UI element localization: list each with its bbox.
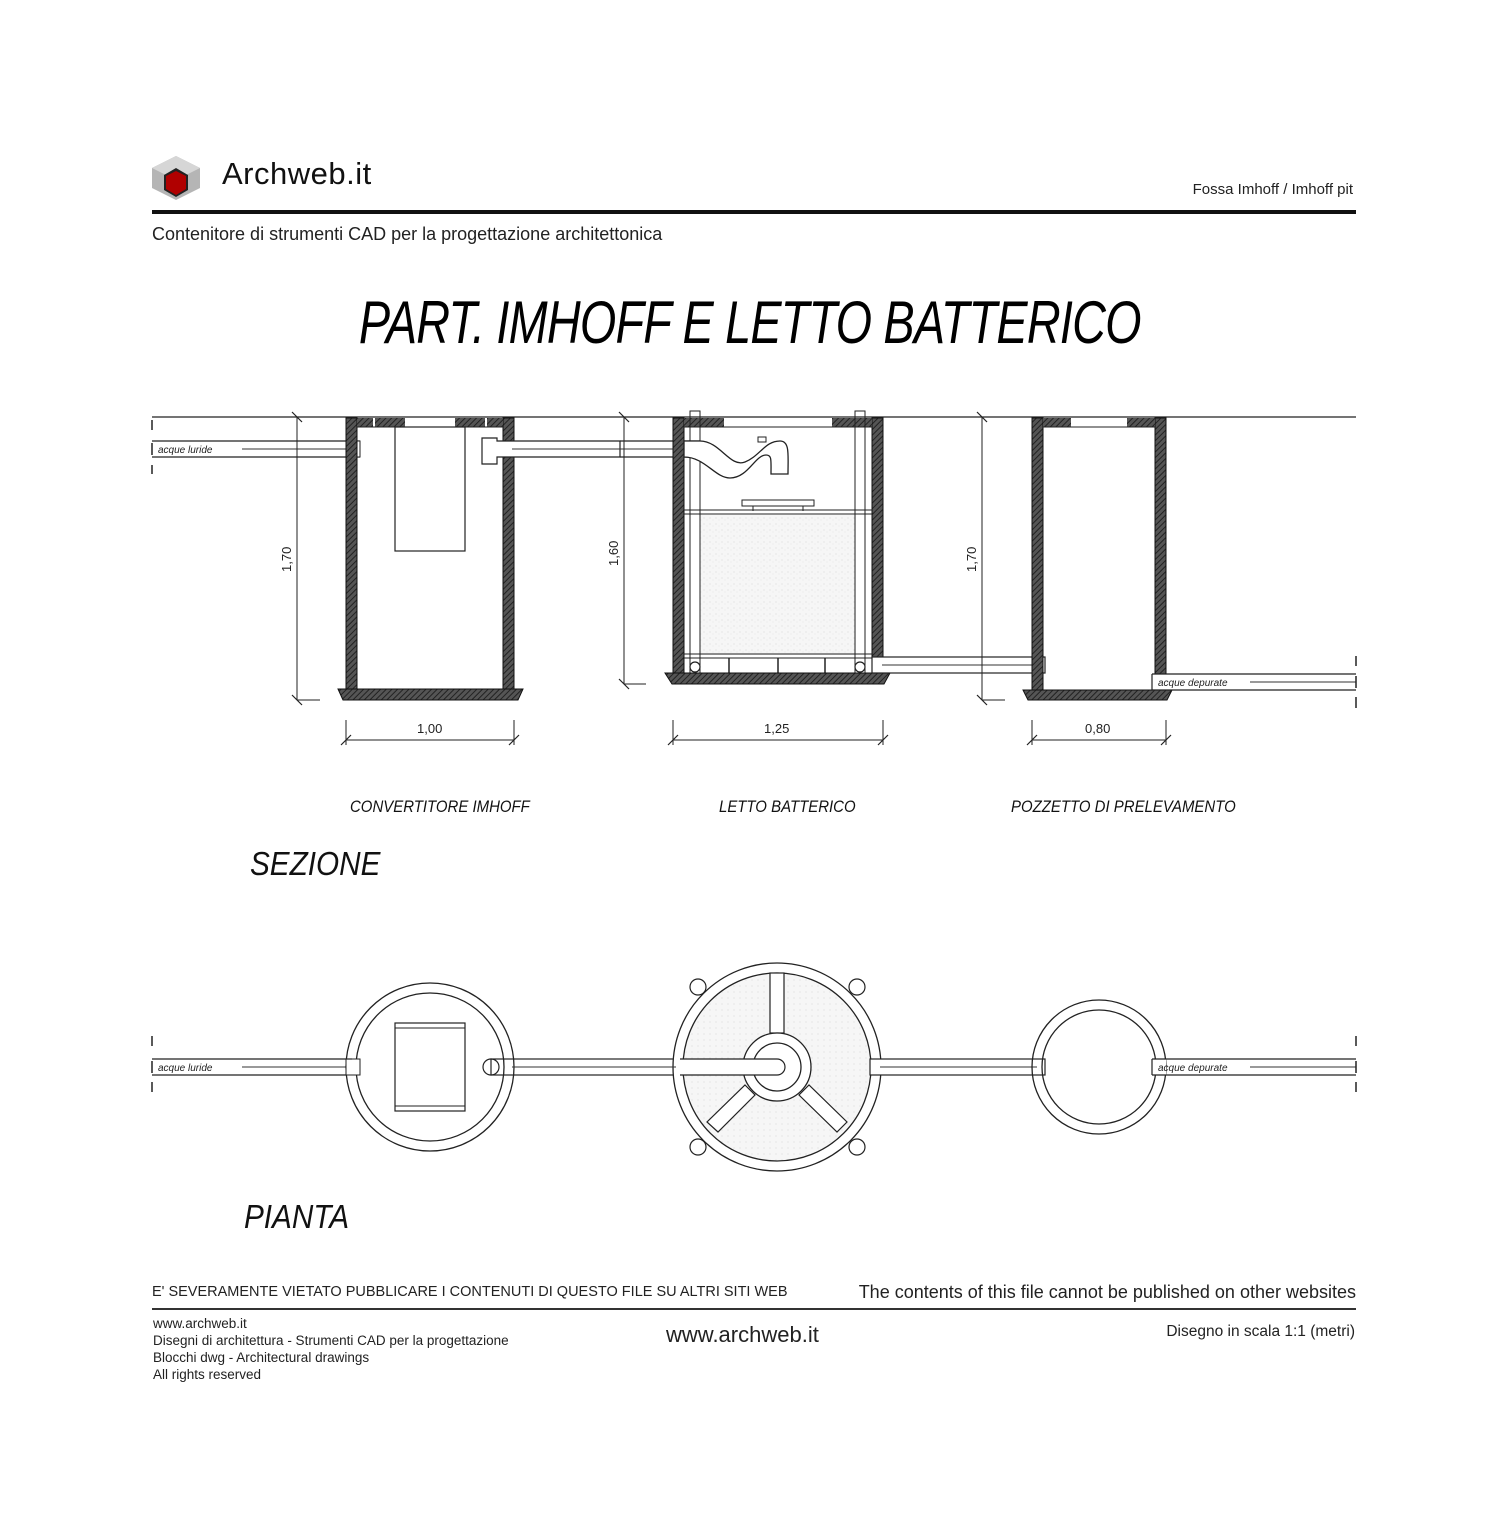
caption-well: POZZETTO DI PRELEVAMENTO (1011, 797, 1236, 816)
caption-imhoff: CONVERTITORE IMHOFF (350, 797, 530, 816)
plan-inlet-label: acque luride (158, 1063, 213, 1074)
drawing-subject: Fossa Imhoff / Imhoff pit (1192, 181, 1353, 198)
plan-drawing (0, 940, 1508, 1180)
imhoff-width-dim: 1,00 (417, 721, 443, 736)
footer-divider (152, 1308, 1356, 1310)
footer-line: Disegni di architettura - Strumenti CAD per la progettazione (153, 1333, 509, 1348)
imhoff-height-dim: 1,70 (279, 546, 294, 572)
biofilter-plan (660, 963, 881, 1171)
imhoff-tank-section (338, 418, 680, 700)
warning-english: The contents of this file cannot be published on other websites (858, 1282, 1356, 1302)
well-width-dim: 0,80 (1085, 721, 1111, 736)
tagline: Contenitore di strumenti CAD per la progettazione architettonica (152, 224, 663, 244)
caption-biofilter: LETTO BATTERICO (719, 797, 856, 816)
footer-line[interactable]: www.archweb.it (153, 1316, 247, 1331)
outlet-label: acque depurate (1158, 678, 1228, 689)
drawing-title: PART. IMHOFF E LETTO BATTERICO (358, 289, 1141, 356)
inlet-label: acque luride (158, 445, 213, 456)
biofilter-height-dim: 1,60 (606, 540, 621, 566)
biofilter-width-dim: 1,25 (764, 721, 790, 736)
footer-line: All rights reserved (153, 1367, 262, 1382)
footer-line: Blocchi dwg - Architectural drawings (153, 1350, 370, 1365)
footer-url[interactable]: www.archweb.it (666, 1322, 819, 1347)
footer-info (153, 1315, 509, 1383)
drawing-scale: Disegno in scala 1:1 (metri) (1166, 1323, 1355, 1340)
plan-outlet-label: acque depurate (1158, 1063, 1228, 1074)
brand-name: Archweb.it (222, 156, 372, 191)
section-view-label: SEZIONE (250, 845, 381, 882)
imhoff-tank-plan (346, 983, 514, 1151)
well-height-dim: 1,70 (964, 546, 979, 572)
biofilter-section (665, 411, 1045, 684)
warning-italian: E' SEVERAMENTE VIETATO PUBBLICARE I CONTENUTI DI QUESTO FILE SU ALTRI SITI WEB (152, 1284, 788, 1300)
sampling-well-section (1023, 418, 1356, 708)
plan-view-label: PIANTA (244, 1198, 350, 1235)
